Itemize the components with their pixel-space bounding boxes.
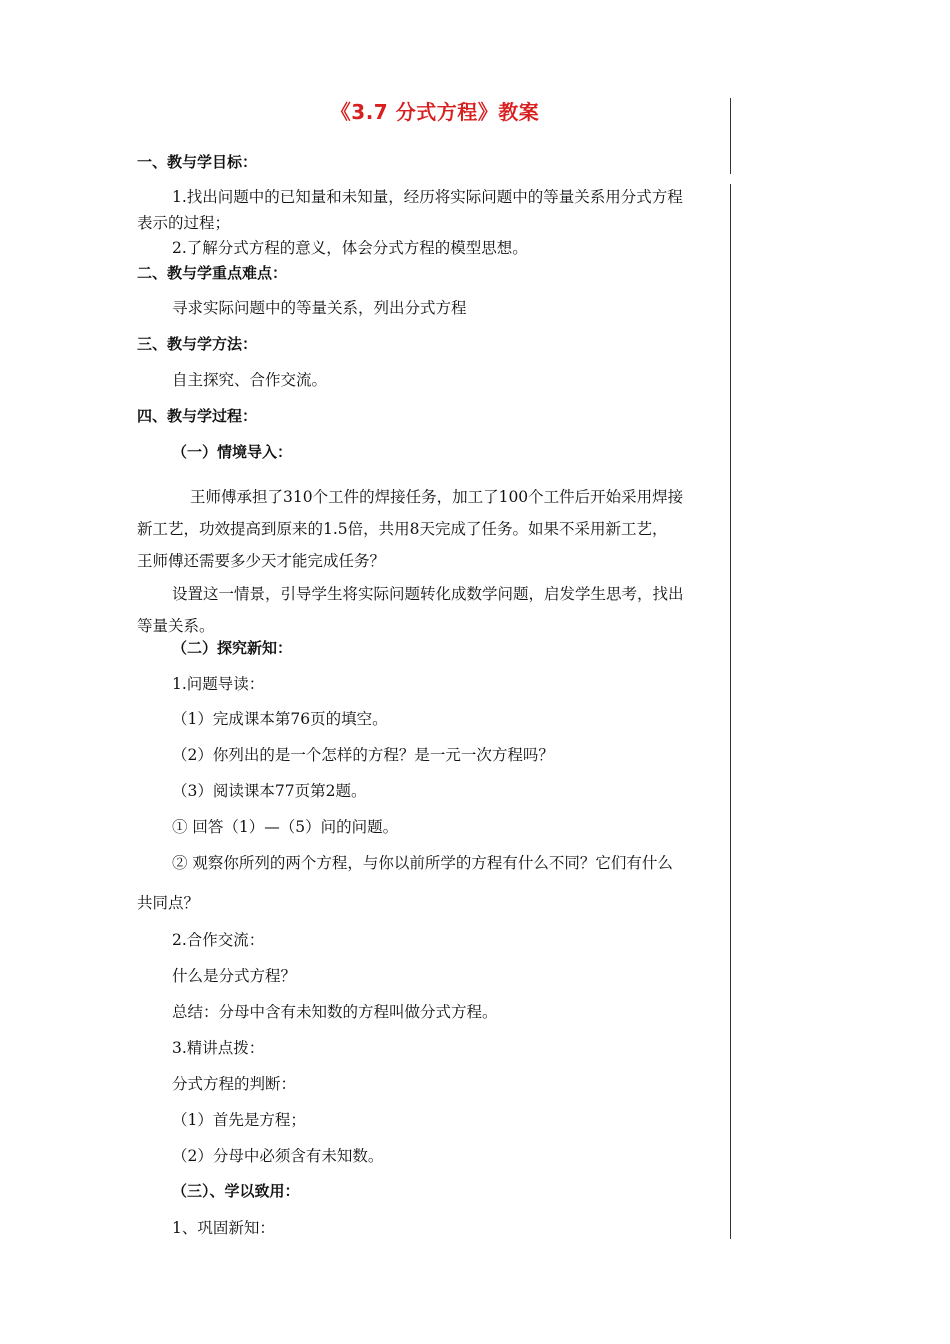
subheading-scenario: （一）情境导入：: [172, 443, 293, 461]
goal-2: 2.了解分式方程的意义，体会分式方程的模型思想。: [172, 239, 528, 257]
goal-1-line-2: 表示的过程；: [137, 214, 231, 232]
goal-1-line-1: 1.找出问题中的已知量和未知量，经历将实际问题中的等量关系用分式方程: [172, 188, 683, 206]
subheading-explore: （二）探究新知：: [172, 639, 293, 657]
scenario-note-line-1: 设置这一情景，引导学生将实际问题转化成数学问题，启发学生思考，找出: [172, 585, 684, 603]
question-2: （2）你列出的是一个怎样的方程？是一元一次方程吗？: [172, 746, 554, 764]
summary-definition: 总结：分母中含有未知数的方程叫做分式方程。: [172, 1003, 498, 1021]
judgement-heading: 分式方程的判断：: [172, 1075, 297, 1093]
circled-item-2-line-1: ② 观察你所列的两个方程，与你以前所学的方程有什么不同？它们有什么: [172, 854, 673, 872]
judgement-2: （2）分母中必须含有未知数。: [172, 1147, 384, 1165]
circled-item-2-line-2: 共同点？: [137, 894, 200, 912]
section-heading-methods: 三、教与学方法：: [137, 335, 258, 353]
circled-item-1: ① 回答（1）—（5）问的问题。: [172, 818, 399, 836]
margin-rule-top: [730, 98, 731, 174]
section-heading-process: 四、教与学过程：: [137, 407, 258, 425]
explore-item-2: 2.合作交流：: [172, 931, 265, 949]
explore-item-1: 1.问题导读：: [172, 675, 265, 693]
scenario-note-line-2: 等量关系。: [137, 617, 215, 635]
question-3: （3）阅读课本77页第2题。: [172, 782, 367, 800]
judgement-1: （1）首先是方程；: [172, 1111, 306, 1129]
explore-item-3: 3.精讲点拨：: [172, 1039, 265, 1057]
question-1: （1）完成课本第76页的填空。: [172, 710, 388, 728]
section-heading-key-points: 二、教与学重点难点：: [137, 264, 288, 282]
margin-rule: [730, 184, 731, 1239]
scenario-line-2: 新工艺，功效提高到原来的1.5倍，共用8天完成了任务。如果不采用新工艺，: [137, 520, 668, 538]
question-what-is: 什么是分式方程？: [172, 967, 297, 985]
subheading-apply: （三）、学以致用：: [172, 1182, 300, 1200]
key-points-text: 寻求实际问题中的等量关系，列出分式方程: [172, 299, 467, 317]
apply-item-1: 1、巩固新知：: [172, 1219, 275, 1237]
scenario-line-1: 王师傅承担了310个工件的焊接任务，加工了100个工件后开始采用焊接: [190, 488, 684, 506]
scenario-line-3: 王师傅还需要多少天才能完成任务？: [137, 552, 386, 570]
section-heading-goals: 一、教与学目标：: [137, 153, 258, 171]
methods-text: 自主探究、合作交流。: [172, 371, 328, 389]
document-title: 《3.7 分式方程》教案: [330, 100, 540, 124]
